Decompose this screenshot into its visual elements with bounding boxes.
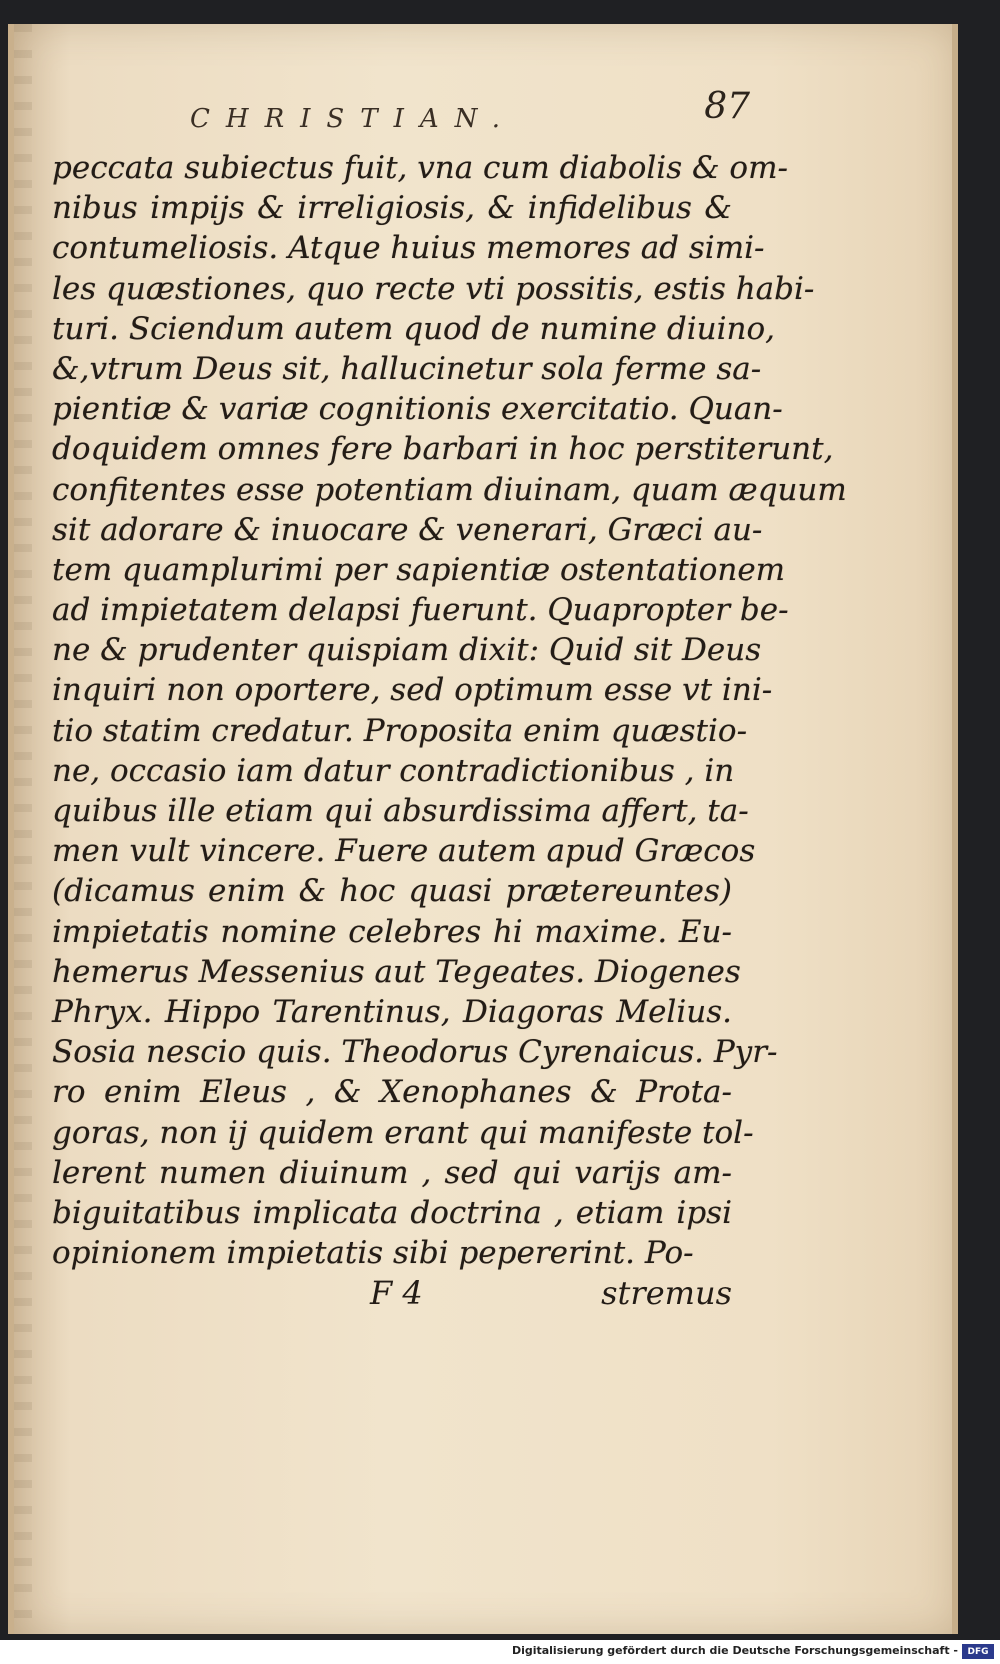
running-title: CHRISTIAN. (190, 104, 516, 134)
text-line: les quæstiones, quo recte vti possitis, estis habi- (52, 270, 815, 307)
page-header (190, 84, 750, 144)
text-line: opinionem impietatis sibi pepererint. Po- (52, 1235, 694, 1272)
text-line: confitentes esse potentiam diuinam, quam æquum (52, 471, 847, 508)
text-line: ne & prudenter quispiam dixit: Quid sit Deus (52, 632, 762, 669)
text-line: ne, occasio iam datur contradictionibus , in (52, 752, 735, 789)
text-line: Phryx. Hippo Tarentinus, Diagoras Melius. (52, 993, 732, 1030)
text-line: contumeliosis. Atque huius memores ad simi- (52, 230, 765, 267)
text-line: lerent numen diuinum , sed qui varijs am- (52, 1154, 732, 1191)
signature-mark: F 4 (370, 1274, 423, 1312)
page-footer (52, 1274, 732, 1322)
text-line: men vult vincere. Fuere autem apud Græcos (52, 833, 756, 870)
text-line: ad impietatem delapsi fuerunt. Quapropter be- (52, 592, 789, 629)
text-line: Sosia nescio quis. Theodorus Cyrenaicus. Pyr- (52, 1034, 778, 1071)
text-line: quibus ille etiam qui absurdissima affert, ta- (52, 793, 749, 829)
text-line: tem quamplurimi per sapientiæ ostentationem (52, 551, 786, 588)
text-line: tio statim credatur. Proposita enim quæstio- (52, 712, 748, 749)
page-edge (952, 24, 958, 1634)
text-line: goras, non ij quidem erant qui manifeste tol- (52, 1114, 754, 1151)
page-number: 87 (704, 86, 750, 127)
text-line: (dicamus enim & hoc quasi prætereuntes) (52, 873, 732, 910)
body-text (52, 148, 847, 1273)
catchword: stremus (601, 1274, 732, 1312)
text-line: nibus impijs & irreligiosis, & infidelibus & (52, 190, 732, 227)
text-line: peccata subiectus fuit, vna cum diabolis & om- (52, 150, 788, 186)
text-line: pientiæ & variæ cognitionis exercitatio. Quan- (52, 391, 783, 428)
credit-bar (0, 1640, 1000, 1664)
dfg-logo-icon: DFG (962, 1644, 994, 1659)
text-line: turi. Sciendum autem quod de numine diuino, (52, 310, 775, 347)
text-line: biguitatibus implicata doctrina , etiam ipsi (52, 1194, 732, 1231)
text-line: hemerus Messenius aut Tegeates. Diogenes (52, 953, 741, 990)
text-line: doquidem omnes fere barbari in hoc perstiterunt, (52, 431, 834, 468)
text-line: impietatis nomine celebres hi maxime. Eu- (52, 913, 732, 950)
text-line: sit adorare & inuocare & venerari, Græci au- (52, 511, 763, 548)
text-line: ro enim Eleus , & Xenophanes & Prota- (52, 1074, 732, 1111)
text-line: &,vtrum Deus sit, hallucinetur sola ferme sa- (52, 350, 762, 387)
funding-credit: Digitalisierung gefördert durch die Deutsche Forschungsgemeinschaft - (511, 1644, 958, 1657)
text-line: inquiri non oportere, sed optimum esse vt ini- (52, 672, 773, 709)
binding-edge (14, 24, 32, 1634)
